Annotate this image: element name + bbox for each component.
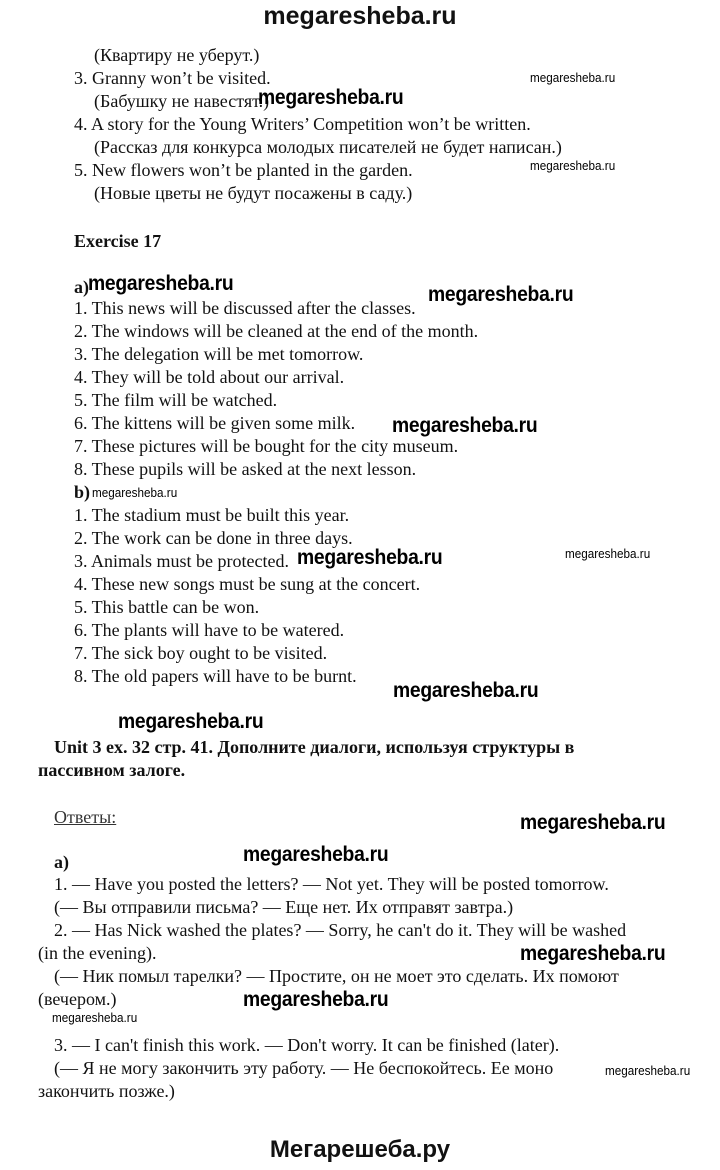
- site-footer: Мегарешеба.ру: [269, 1136, 451, 1163]
- text-line: (Рассказ для конкурса молодых писателей не будет написан.): [94, 137, 562, 157]
- watermark: megaresheba.ru: [243, 843, 389, 866]
- watermark: megaresheba.ru: [92, 485, 178, 500]
- dialog-line: 1. — Have you posted the letters? — Not yet. They will be posted tomorrow.: [54, 874, 609, 894]
- dialog-line: закончить позже.): [38, 1081, 175, 1101]
- dialog-line: (in the evening).: [38, 943, 157, 963]
- exercise-title: Exercise 17: [74, 231, 162, 251]
- watermark: megaresheba.ru: [393, 679, 539, 702]
- list-item: 4. They will be told about our arrival.: [74, 367, 345, 387]
- list-item: 2. The windows will be cleaned at the end of the month.: [74, 321, 479, 341]
- list-item: 8. These pupils will be asked at the next lesson.: [74, 459, 417, 479]
- dialog-line: 2. — Has Nick washed the plates? — Sorry, he can't do it. They will be washed: [54, 920, 627, 940]
- list-item: 3. Animals must be protected.: [74, 551, 289, 571]
- list-item: 5. This battle can be won.: [74, 597, 260, 617]
- section-label-a: а): [54, 852, 69, 872]
- text-line: 5. New flowers won’t be planted in the garden.: [74, 160, 413, 180]
- list-item: 3. The delegation will be met tomorrow.: [74, 344, 364, 364]
- answers-label: Ответы:: [54, 807, 117, 827]
- list-item: 1. This news will be discussed after the classes.: [74, 298, 416, 318]
- unit-title: Unit 3 ex. 32 стр. 41. Дополните диалоги, используя структуры в: [54, 737, 575, 757]
- watermark: megaresheba.ru: [605, 1063, 691, 1078]
- watermark: megaresheba.ru: [243, 988, 389, 1011]
- watermark: megaresheba.ru: [520, 811, 666, 834]
- watermark: megaresheba.ru: [392, 414, 538, 437]
- text-line: (Квартиру не уберут.): [94, 45, 260, 65]
- dialog-line: (— Ник помыл тарелки? — Простите, он не моет это сделать. Их помоют: [54, 966, 619, 986]
- watermark: megaresheba.ru: [520, 942, 666, 965]
- watermark: megaresheba.ru: [530, 70, 616, 85]
- watermark: megaresheba.ru: [428, 283, 574, 306]
- section-label-b: b): [74, 482, 91, 502]
- text-line: (Бабушку не навестят.): [94, 91, 270, 111]
- watermark: megaresheba.ru: [118, 710, 264, 733]
- watermark: megaresheba.ru: [297, 546, 443, 569]
- dialog-line: (— Вы отправили письма? — Еще нет. Их отправят завтра.): [54, 897, 514, 917]
- dialog-line: (вечером.): [38, 989, 117, 1009]
- dialog-line: 3. — I can't finish this work. — Don't worry. It can be finished (later).: [54, 1035, 560, 1055]
- list-item: 7. These pictures will be bought for the city museum.: [74, 436, 459, 456]
- watermark: megaresheba.ru: [530, 158, 616, 173]
- watermark: megaresheba.ru: [52, 1010, 138, 1025]
- unit-title-cont: пассивном залоге.: [38, 760, 186, 780]
- list-item: 6. The plants will have to be watered.: [74, 620, 345, 640]
- watermark: megaresheba.ru: [258, 86, 404, 109]
- watermark: megaresheba.ru: [565, 546, 651, 561]
- list-item: 1. The stadium must be built this year.: [74, 505, 350, 525]
- list-item: 7. The sick boy ought to be visited.: [74, 643, 328, 663]
- list-item: 8. The old papers will have to be burnt.: [74, 666, 357, 686]
- section-label-a: a): [74, 277, 89, 297]
- list-item: 6. The kittens will be given some milk.: [74, 413, 356, 433]
- text-line: 4. A story for the Young Writers’ Competition won’t be written.: [74, 114, 531, 134]
- watermark: megaresheba.ru: [88, 272, 234, 295]
- list-item: 4. These new songs must be sung at the concert.: [74, 574, 421, 594]
- text-line: (Новые цветы не будут посажены в саду.): [94, 183, 413, 203]
- site-header: megaresheba.ru: [263, 2, 457, 30]
- text-line: 3. Granny won’t be visited.: [74, 68, 271, 88]
- list-item: 2. The work can be done in three days.: [74, 528, 353, 548]
- list-item: 5. The film will be watched.: [74, 390, 278, 410]
- dialog-line: (— Я не могу закончить эту работу. — Не беспокойтесь. Ее моно: [54, 1058, 554, 1078]
